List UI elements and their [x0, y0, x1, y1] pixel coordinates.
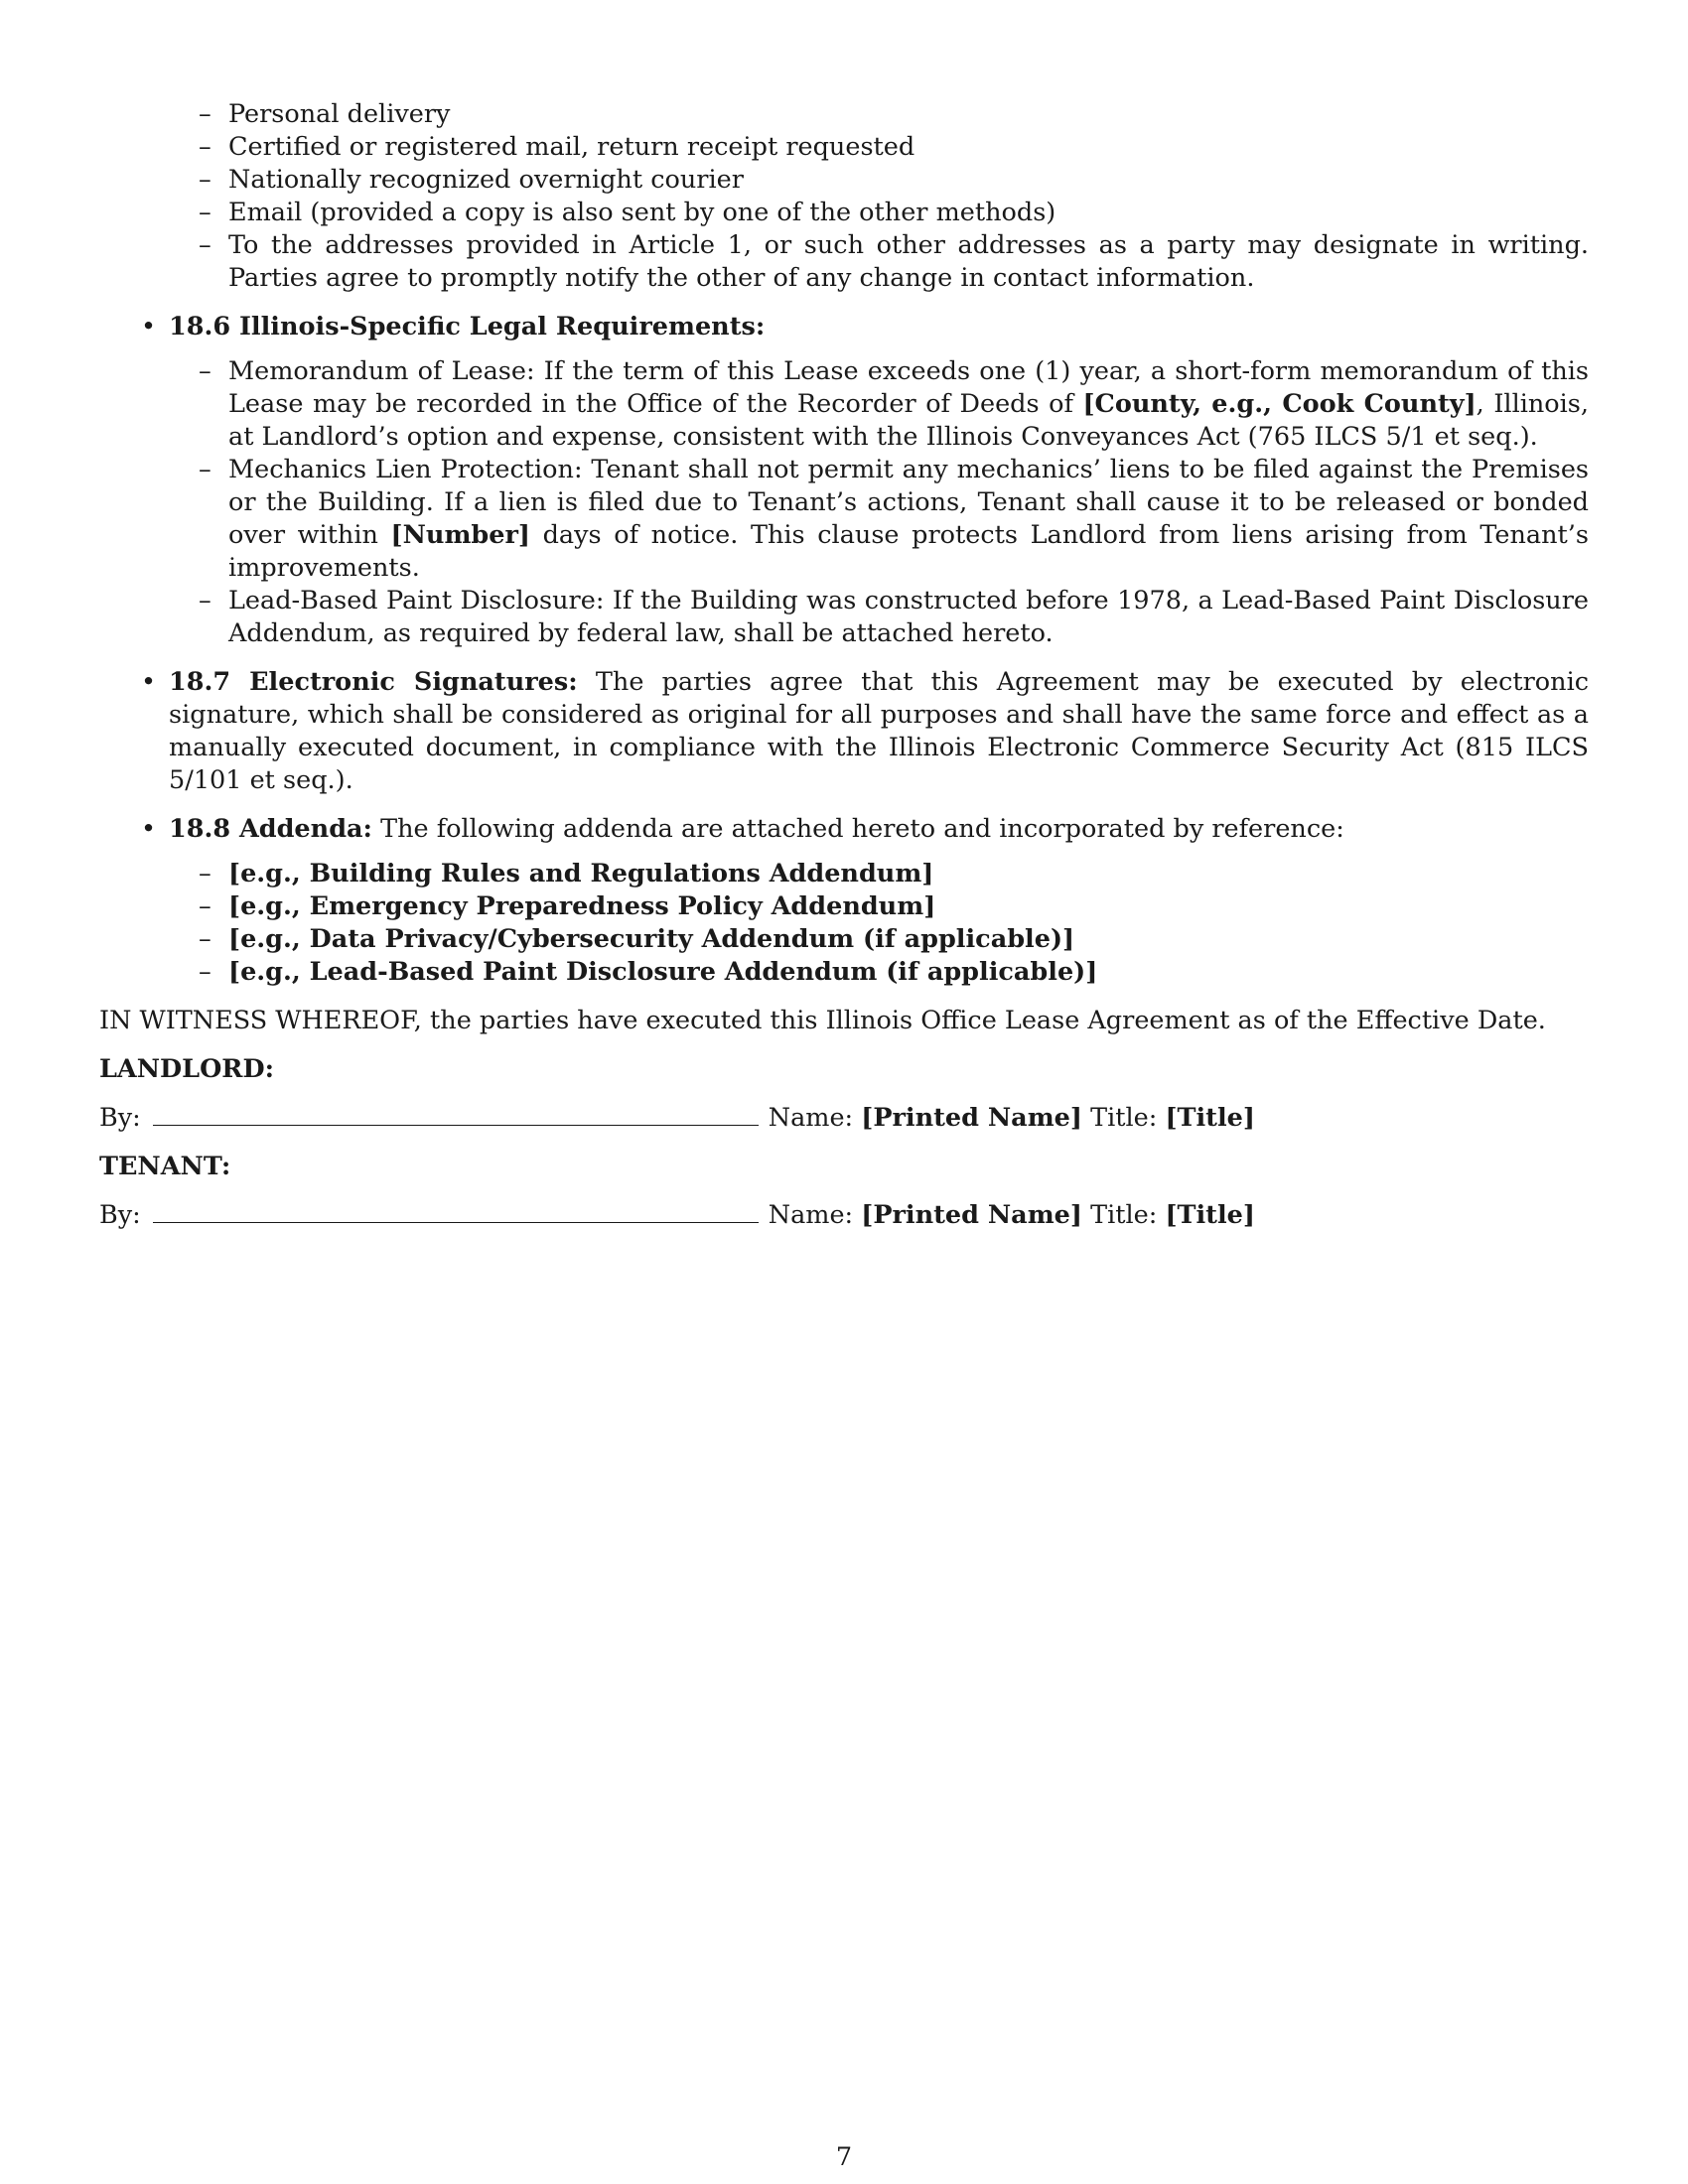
- section-text: The parties agree that this Agreement may be executed by electronic signature, which shall be considered as original for all purposes and shall have the same force and effect as a manually executed document, in compliance with the Illinois Electronic Commerce Security Act (815 ILCS 5/101 et seq.).: [169, 667, 1590, 795]
- printed-name-placeholder: [Printed Name]: [861, 1200, 1082, 1230]
- list-item: [228, 923, 1589, 956]
- title-placeholder: [Title]: [1165, 1103, 1255, 1133]
- name-label: Name:: [768, 1200, 854, 1230]
- addendum-item: [e.g., Lead-Based Paint Disclosure Addendum (if applicable)]: [228, 957, 1098, 987]
- by-label: By:: [99, 1200, 141, 1230]
- list-item-lien: [228, 454, 1589, 585]
- signature-line[interactable]: [153, 1200, 759, 1223]
- list-item: [228, 956, 1589, 989]
- witness-statement: IN WITNESS WHEREOF, the parties have executed this Illinois Office Lease Agreement as of the Effective Date.: [99, 1006, 1546, 1035]
- addendum-item: [e.g., Emergency Preparedness Policy Addendum]: [228, 891, 936, 921]
- section-text: The following addenda are attached hereto and incorporated by reference:: [371, 814, 1344, 844]
- landlord-signature-row: [99, 1102, 1589, 1135]
- page-number: 7: [835, 2142, 853, 2172]
- printed-name-placeholder: [Printed Name]: [861, 1103, 1082, 1133]
- section-heading: 18.6 Illinois-Specific Legal Requirements:: [169, 312, 766, 341]
- addendum-item: [e.g., Building Rules and Regulations Addendum]: [228, 859, 934, 888]
- addenda-list: [228, 858, 1589, 989]
- list-item: – Nationally recognized overnight courier: [228, 164, 1589, 197]
- section-18-8: [169, 813, 1589, 846]
- lien-text: Mechanics Lien Protection: Tenant shall not permit any mechanics’ liens to be filed against the Premises or the Building. If a lien is filed due to Tenant’s actions, Tenant shall cause it to be released or bonded over within: [228, 455, 1589, 550]
- tenant-label: [99, 1151, 1589, 1183]
- addendum-item: [e.g., Data Privacy/Cybersecurity Addendum (if applicable)]: [228, 924, 1075, 954]
- title-label: Title:: [1090, 1200, 1158, 1230]
- list-item: [228, 858, 1589, 890]
- section-list: [99, 813, 1589, 846]
- name-label: Name:: [768, 1103, 854, 1133]
- memo-text-end: , Illinois, at Landlord’s option and expense, consistent with the Illinois Conveyances Act (765 ILCS 5/1 et seq.).: [228, 389, 1589, 452]
- section-18-6: [169, 311, 1589, 343]
- list-item-memorandum: [228, 355, 1589, 454]
- tenant-signature-row: [99, 1199, 1589, 1232]
- list-item: – Personal delivery: [228, 98, 1589, 131]
- list-item: – Certified or registered mail, return receipt requested: [228, 131, 1589, 164]
- title-label: Title:: [1090, 1103, 1158, 1133]
- title-placeholder: [Title]: [1165, 1200, 1255, 1230]
- list-item: [228, 890, 1589, 923]
- document-page: [99, 98, 1589, 1232]
- by-label: By:: [99, 1103, 141, 1133]
- section-list: [99, 311, 1589, 343]
- section-list: [99, 666, 1589, 797]
- county-placeholder: [County, e.g., Cook County]: [1082, 389, 1477, 419]
- section-heading: 18.7 Electronic Signatures:: [169, 667, 578, 697]
- landlord-label: [99, 1053, 1589, 1086]
- section-18-6-items: [228, 355, 1589, 650]
- list-item: – Email (provided a copy is also sent by one of the other methods): [228, 197, 1589, 229]
- section-heading: 18.8 Addenda:: [169, 814, 372, 844]
- signature-line[interactable]: [153, 1103, 759, 1126]
- lien-text-end: days of notice. This clause protects Landlord from liens arising from Tenant’s improvements.: [228, 520, 1589, 583]
- memo-text: Memorandum of Lease: If the term of this Lease exceeds one (1) year, a short-form memorandum of this Lease may be recorded in the Office of the Recorder of Deeds of: [228, 356, 1589, 419]
- number-placeholder: [Number]: [390, 520, 530, 550]
- section-18-7: [169, 666, 1589, 797]
- notice-methods-list: [228, 98, 1589, 295]
- party-label: TENANT:: [99, 1152, 231, 1181]
- list-item: – To the addresses provided in Article 1, or such other addresses as a party may designate in writing. Parties agree to promptly notify the other of any change in contact information.: [228, 229, 1589, 295]
- party-label: LANDLORD:: [99, 1054, 274, 1084]
- list-item-lead-paint: – Lead-Based Paint Disclosure: If the Building was constructed before 1978, a Lead-Based Paint Disclosure Addendum, as required by federal law, shall be attached hereto.: [228, 585, 1589, 650]
